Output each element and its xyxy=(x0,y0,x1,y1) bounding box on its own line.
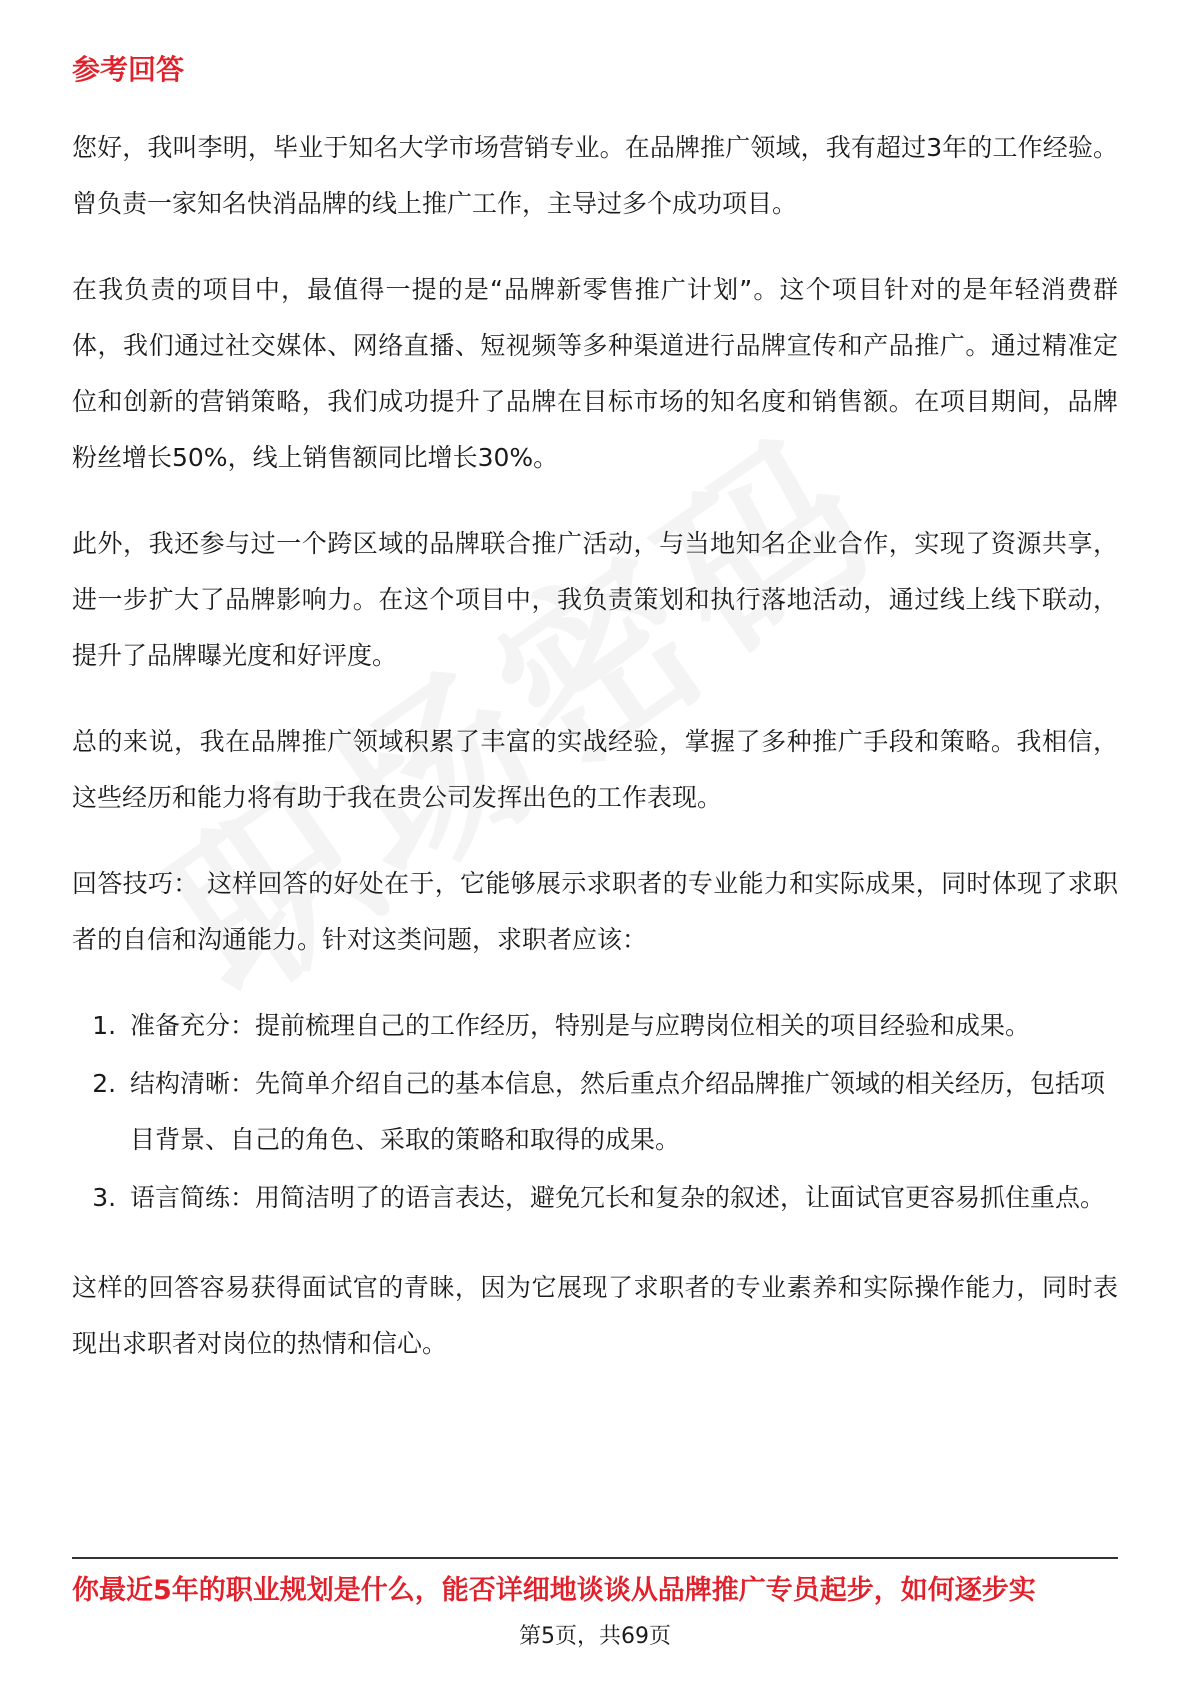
list-item: 3. 语言简练：用简洁明了的语言表达，避免冗长和复杂的叙述，让面试官更容易抓住重点。 xyxy=(124,1170,1118,1226)
page-number: 第5页，共69页 xyxy=(519,1624,671,1649)
paragraph-summary: 总的来说，我在品牌推广领域积累了丰富的实战经验，掌握了多种推广手段和策略。我相信，这些经历和能力将有助于我在贵公司发挥出色的工作表现。 xyxy=(72,727,1118,812)
next-question: 你最近5年的职业规划是什么，能否详细地谈谈从品牌推广专员起步，如何逐步实 xyxy=(72,1575,1036,1606)
answer-content xyxy=(72,120,1118,1402)
list-item: 2. 结构清晰：先简单介绍自己的基本信息，然后重点介绍品牌推广领域的相关经历，包括项目背景、自己的角色、采取的策略和取得的成果。 xyxy=(124,1056,1118,1168)
tips-list xyxy=(72,998,1118,1226)
section-title: 参考回答 xyxy=(72,53,185,86)
divider xyxy=(72,1557,1118,1559)
paragraph-intro: 您好，我叫李明，毕业于知名大学市场营销专业。在品牌推广领域，我有超过3年的工作经验。曾负责一家知名快消品牌的线上推广工作，主导过多个成功项目。 xyxy=(72,133,1118,218)
list-item: 1. 准备充分：提前梳理自己的工作经历，特别是与应聘岗位相关的项目经验和成果。 xyxy=(124,998,1118,1054)
paragraph-closing: 这样的回答容易获得面试官的青睐，因为它展现了求职者的专业素养和实际操作能力，同时表现出求职者对岗位的热情和信心。 xyxy=(72,1273,1118,1358)
paragraph-project: 在我负责的项目中，最值得一提的是“品牌新零售推广计划”。这个项目针对的是年轻消费群体，我们通过社交媒体、网络直播、短视频等多种渠道进行品牌宣传和产品推广。通过精准定位和创新的营销策略，我们成功提升了品牌在目标市场的知名度和销售额。在项目期间，品牌粉丝增长50%，线上销售额同比增长30%。 xyxy=(72,275,1118,472)
paragraph-collaboration: 此外，我还参与过一个跨区域的品牌联合推广活动，与当地知名企业合作，实现了资源共享，进一步扩大了品牌影响力。在这个项目中，我负责策划和执行落地活动，通过线上线下联动，提升了品牌曝光度和好评度。 xyxy=(72,529,1118,670)
paragraph-tips-intro: 回答技巧： 这样回答的好处在于，它能够展示求职者的专业能力和实际成果，同时体现了求职者的自信和沟通能力。针对这类问题，求职者应该： xyxy=(72,869,1118,954)
